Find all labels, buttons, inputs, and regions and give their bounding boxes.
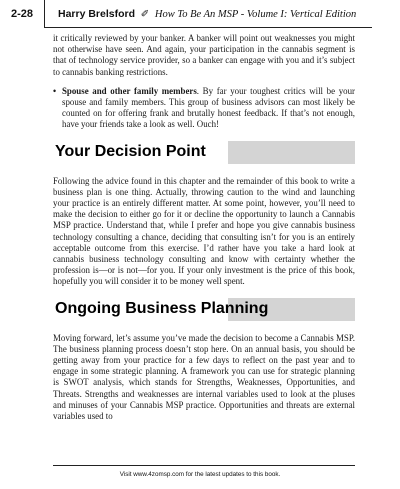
continued-paragraph: it critically reviewed by your banker. A banker will point out weaknesses you might not otherwise have seen. And again, your participation in the cannabis segment is that of technology service provider, so a banker can engage with you and it’s subject to cannabis banking restrictions. bbox=[53, 33, 355, 77]
section-heading-text: Your Decision Point bbox=[55, 142, 206, 160]
bullet-lead: Spouse and other family members bbox=[62, 85, 197, 96]
bullet-text: . By far your toughest critics will be your spouse and family members. This group of business advisors can most likely be counted on for offering frank and brutally honest feedback. If that’s not enough, have your friends take a look as well. Ouch! bbox=[62, 85, 355, 130]
bullet-icon: • bbox=[53, 85, 57, 96]
page-number: 2-28 bbox=[10, 8, 34, 20]
decision-point-paragraph: Following the advice found in this chapter and the remainder of this book to write a business plan is one thing. Actually, throwing caution to the wind and launching your practice is an entirely different matter. At some point, however, you’ll need to make the decision to either go for it or decline the opportunity to launch a Cannabis MSP practice. Understand that, while I prefer and hope you give cannabis business technology consulting a chance, deciding that consulting isn’t for you is an entirely acceptable outcome from this exercise. I’d rather have you take a hard look at cannabis business technology consulting and know with certainty whether the profession is—or is not—for you. If your only investment is the price of this book, hopefully you will consider it to be money well spent. bbox=[53, 175, 355, 287]
bullet-item-spouse-family bbox=[53, 86, 355, 131]
header-rule bbox=[44, 27, 372, 28]
running-head-author: Harry Brelsford bbox=[58, 8, 136, 20]
running-head bbox=[58, 8, 356, 20]
section-heading-decision-point bbox=[53, 141, 355, 164]
pen-icon: ✐ bbox=[140, 9, 150, 20]
ongoing-planning-paragraph: Moving forward, let’s assume you’ve made the decision to become a Cannabis MSP. The business planning process doesn’t stop here. On an annual basis, you should be getting away from your practice for a few days to reflect on the past year and to engage in some strategic planning. A framework you can use for strategic planning is SWOT analysis, which stands for Strengths, Weaknesses, Opportunities, and Threats. Strengths and weaknesses are internal variables used to look at the pluses and minuses of your Cannabis MSP practice. Opportunities and threats are external variables used to bbox=[53, 332, 355, 422]
section-heading-text: Ongoing Business Planning bbox=[55, 299, 269, 317]
footer-rule bbox=[53, 465, 355, 466]
footer-text: Visit www.4zomsp.com for the latest updates to this book. bbox=[119, 471, 281, 478]
header-vertical-divider bbox=[44, 0, 45, 28]
section-heading-ongoing-planning bbox=[53, 298, 355, 321]
page-content bbox=[53, 33, 355, 422]
running-head-book-title: How To Be An MSP - Volume I: Vertical Edition bbox=[154, 9, 357, 20]
